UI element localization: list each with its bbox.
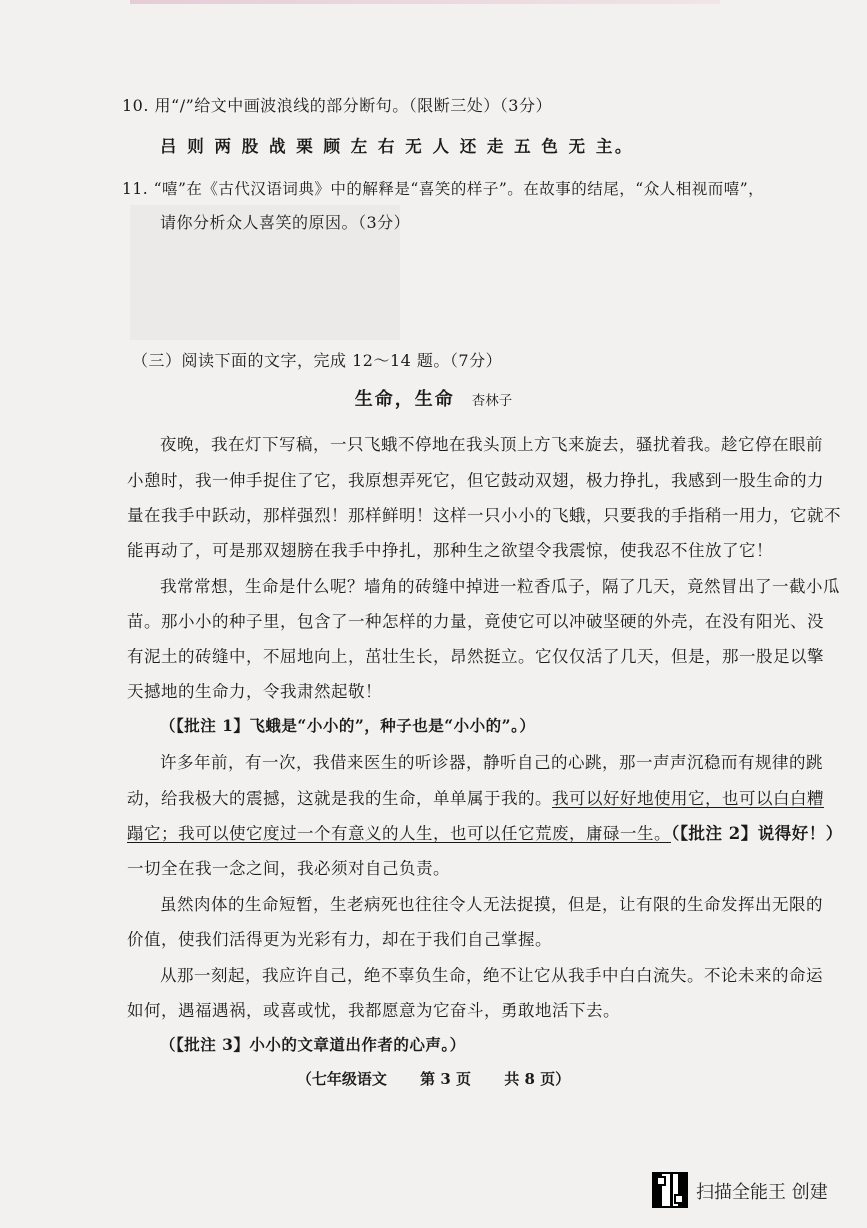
footer-grade: （七年级语文 — [296, 1070, 387, 1088]
paragraph-2-line-1: 我常常想，生命是什么呢？墙角的砖缝中掉进一粒香瓜子，隔了几天，竟然冒出了一截小瓜 — [160, 577, 840, 596]
paragraph-1-line-1: 夜晚，我在灯下写稿，一只飞蛾不停地在我头顶上方飞来旋去，骚扰着我。趁它停在眼前 — [160, 435, 823, 454]
top-edge-mark — [130, 0, 720, 4]
paragraph-5-line-2: 如何，遇福遇祸，或喜或忧，我都愿意为它奋斗，勇敢地活下去。 — [127, 1001, 620, 1020]
paragraph-5-line-1: 从那一刻起，我应许自己，绝不辜负生命，绝不让它从我手中白白流失。不论未来的命运 — [160, 966, 823, 985]
q11-prompt-line2: 请你分析众人喜笑的原因。（3分） — [160, 213, 411, 232]
q10-sentence: 吕 则 两 股 战 栗 顾 左 右 无 人 还 走 五 色 无 主。 — [160, 137, 634, 156]
annotation-1: （【批注 1】飞蛾是“小小的”，种子也是“小小的”。） — [160, 716, 536, 735]
article-title: 生命，生命 — [354, 389, 455, 410]
paragraph-2-line-4: 天撼地的生命力，令我肃然起敬！ — [127, 682, 382, 701]
annotation-2: （【批注 2】说得好！） — [671, 824, 843, 843]
paragraph-3-line-3 — [127, 820, 843, 844]
paragraph-3-line-1: 许多年前，有一次，我借来医生的听诊器，静听自己的心跳，那一声声沉稳而有规律的跳 — [160, 753, 823, 772]
paragraph-3-line-2 — [127, 785, 824, 809]
underlined-sentence-part-2: 蹋它；我可以使它度过一个有意义的人生，也可以任它荒废，庸碌一生。 — [127, 824, 671, 843]
paragraph-4-line-1: 虽然肉体的生命短暂，生老病死也往往令人无法捉摸，但是，让有限的生命发挥出无限的 — [160, 895, 823, 914]
paragraph-3-line-2-text: 动，给我极大的震撼，这就是我的生命，单单属于我的。 — [127, 789, 552, 808]
section-heading: （三）阅读下面的文字，完成 12～14 题。（7分） — [132, 351, 503, 370]
underlined-sentence-part-1: 我可以好好地使用它，也可以白白糟 — [552, 789, 824, 808]
paragraph-4-line-2: 价值，使我们活得更为光彩有力，却在于我们自己掌握。 — [127, 930, 552, 949]
footer-total-pages: 共 8 页） — [504, 1070, 571, 1088]
article-author: 杏林子 — [471, 393, 513, 409]
footer-page-number: 第 3 页 — [420, 1070, 471, 1088]
paragraph-1-line-2: 小憩时，我一伸手捉住了它，我原想弄死它，但它鼓动双翅，极力挣扎，我感到一股生命的力 — [127, 471, 824, 490]
qr-code-icon — [652, 1172, 688, 1208]
article-title-block — [0, 385, 867, 411]
q11-prompt-line1: 11. “嘻”在《古代汉语词典》中的解释是“喜笑的样子”。在故事的结尾，“众人相视而嘻”， — [122, 180, 765, 198]
paragraph-3-line-4: 一切全在我一念之间，我必须对自己负责。 — [127, 859, 450, 878]
paragraph-1-line-3: 量在我手中跃动，那样强烈！那样鲜明！这样一只小小的飞蛾，只要我的手指稍一用力，它就不 — [127, 506, 841, 525]
paragraph-1-line-4: 能再动了，可是那双翅膀在我手中挣扎，那种生之欲望令我震惊，使我忍不住放了它！ — [127, 541, 773, 560]
paragraph-2-line-3: 有泥土的砖缝中，不屈地向上，茁壮生长，昂然挺立。它仅仅活了几天，但是，那一股足以擎 — [127, 647, 824, 666]
scanner-watermark: 扫描全能王 创建 — [696, 1182, 828, 1203]
annotation-3: （【批注 3】小小的文章道出作者的心声。） — [160, 1035, 466, 1054]
page-footer — [0, 1068, 867, 1089]
q10-prompt: 10. 用“/”给文中画波浪线的部分断句。（限断三处）（3分） — [122, 96, 552, 115]
paragraph-2-line-2: 苗。那小小的种子里，包含了一种怎样的力量，竟使它可以冲破坚硬的外壳，在没有阳光、没 — [127, 612, 824, 631]
